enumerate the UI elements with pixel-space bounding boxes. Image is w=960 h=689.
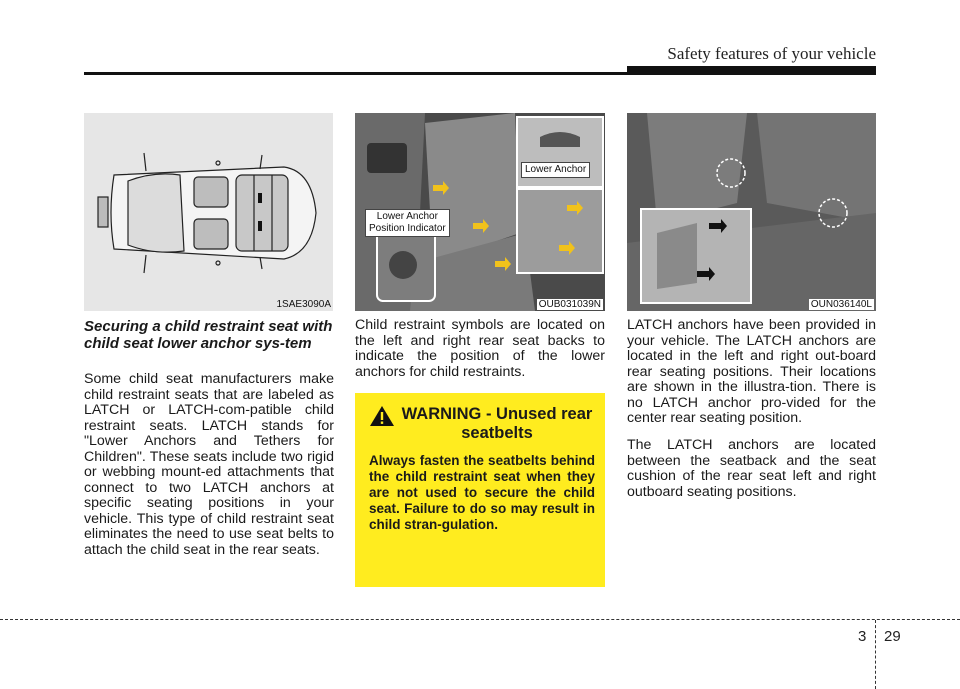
warning-title-line2: seatbelts xyxy=(461,424,533,442)
figure-code: OUN036140L xyxy=(810,299,872,310)
car-top-view-illustration xyxy=(84,113,333,311)
col2-paragraph: Child restraint symbols are located on the left and right rear seat backs to indicate the position of the lower anchors for child restraints. xyxy=(355,317,605,380)
warning-body: Always fasten the seatbelts behind the child restraint seat when they are not used to secure the child seat. Failure to do so may result in child stran-gulation. xyxy=(369,453,595,532)
page-number-separator xyxy=(875,620,877,689)
footer-rule xyxy=(0,619,960,620)
figure-latch-anchor-locations xyxy=(627,113,876,311)
section-subheading: Securing a child restraint seat with child seat lower anchor sys-tem xyxy=(84,318,333,352)
header-rule-accent xyxy=(627,66,876,73)
col1-paragraph: Some child seat manufacturers make child restraint seats that are labeled as LATCH or LATCH-com-patible child restraint seats. LATCH stands for "Lower Anchors and Tethers for Children". These seats include two rigid or webbing mount-ed attachments that connect to two LATCH anchors at specific seating positions in your vehicle. This type of child restraint seat eliminates the need to use seat belts to attach the child seat in the rear seats. xyxy=(84,371,334,558)
page-number: 29 xyxy=(884,628,901,645)
warning-box xyxy=(355,393,605,587)
running-header-title: Safety features of your vehicle xyxy=(667,44,876,63)
figure-car-top-view xyxy=(84,113,333,311)
warning-title xyxy=(399,405,595,443)
figure-code: OUB031039N xyxy=(538,299,601,310)
callout-line2: Position Indicator xyxy=(369,223,446,234)
chapter-number: 3 xyxy=(858,628,867,645)
callout-line1: Lower Anchor xyxy=(376,211,438,222)
warning-triangle-icon xyxy=(369,405,395,427)
figure-code: 1SAE3090A xyxy=(276,299,331,310)
col3-paragraph-2: The LATCH anchors are located between the seatback and the seat cushion of the rear seat left and right outboard seating positions. xyxy=(627,437,876,500)
callout-lower-anchor: Lower Anchor xyxy=(521,162,590,178)
figure-rear-seat-anchor-indicator xyxy=(355,113,605,311)
callout-lower-anchor-position-indicator xyxy=(365,209,450,237)
warning-title-line1: WARNING - Unused rear xyxy=(401,405,593,423)
latch-anchor-photo xyxy=(627,113,876,311)
col3-paragraph-1: LATCH anchors have been provided in your vehicle. The LATCH anchors are located in the left and right out-board rear seating positions. Their locations are shown in the illustra-tion. There is no LATCH anchor pro-vided for the center rear seating position. xyxy=(627,317,876,426)
